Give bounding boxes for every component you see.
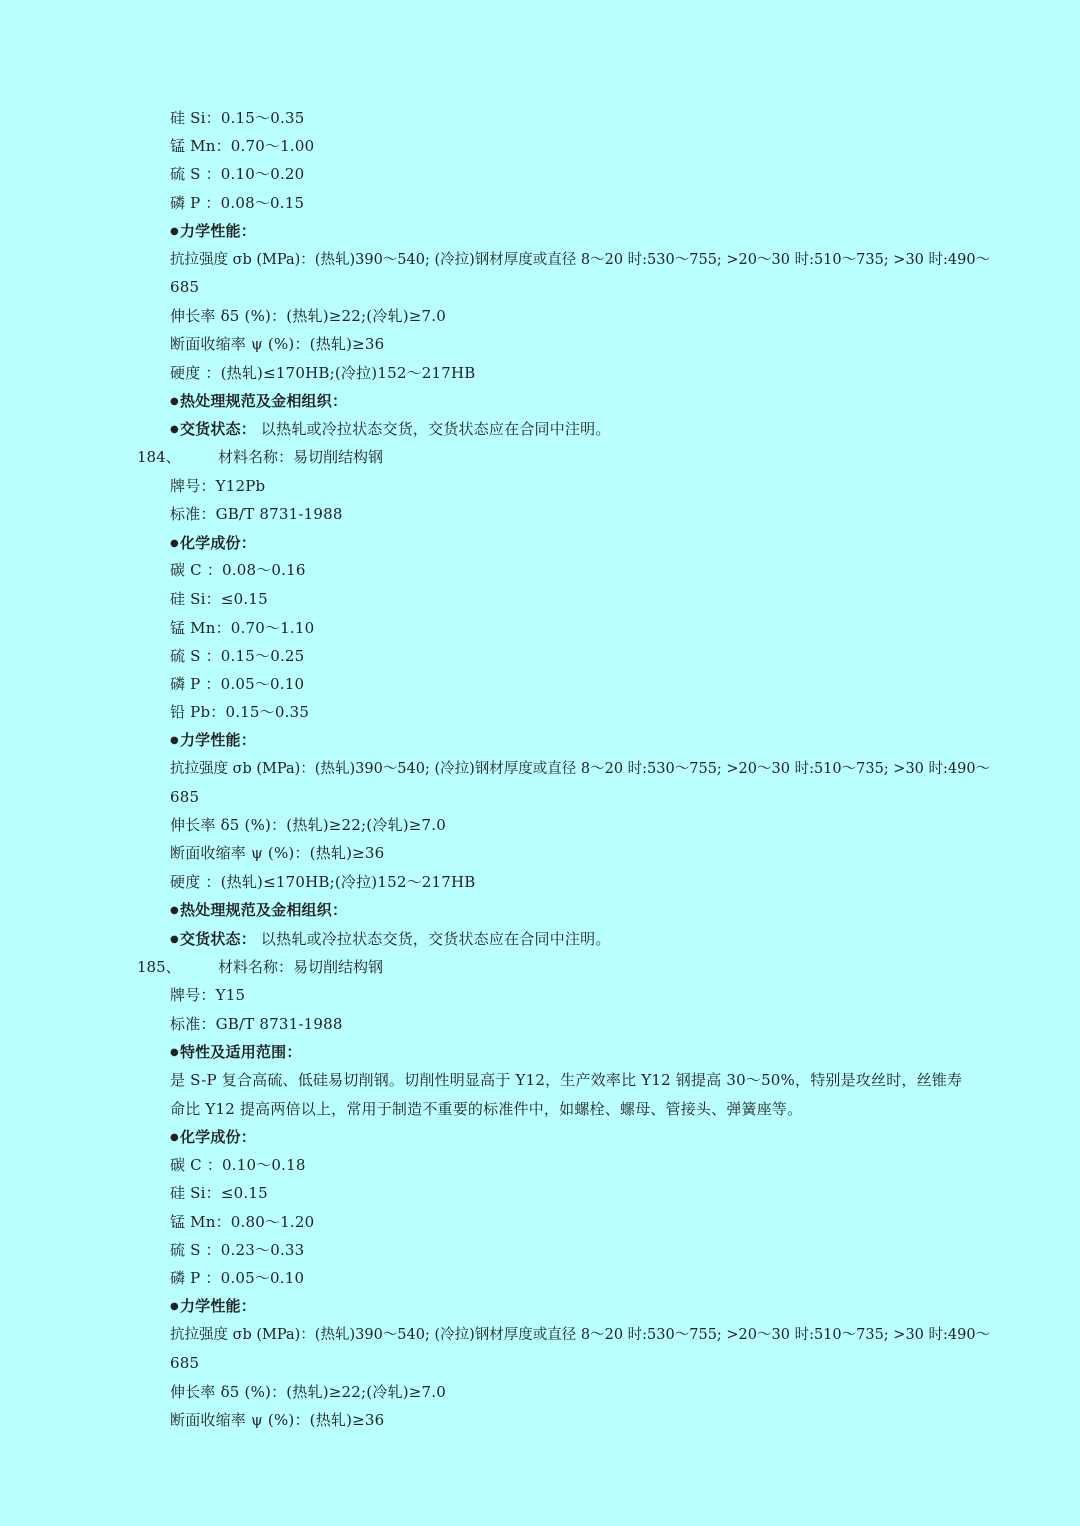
delivery-text: 以热轧或冷拉状态交货，交货状态应在合同中注明。 xyxy=(260,930,611,948)
tensile-line: 抗拉强度 σb (MPa)：(热轧)390～540; (冷拉)钢材厚度或直径 8～20 时:530～755; >20～30 时:510～735; >30 时:490～ xyxy=(170,1327,991,1343)
p-line: 磷 P ：0.05～0.10 xyxy=(170,1269,305,1287)
reduction-line: 断面收缩率 ψ (%)：(热轧)≥36 xyxy=(170,844,385,862)
standard-line: 标准：GB/T 8731-1988 xyxy=(170,1015,343,1033)
entry-number: 185、 xyxy=(137,958,181,976)
heat-heading: ● 热处理规范及金相组织： xyxy=(170,387,347,415)
mn-line: 锰 Mn：0.70～1.00 xyxy=(170,137,315,155)
tensile-cont-line: 685 xyxy=(170,278,200,296)
props-heading: ● 特性及适用范围： xyxy=(170,1038,302,1066)
props-paragraph-line2: 命比 Y12 提高两倍以上，常用于制造不重要的标准件中，如螺栓、螺母、管接头、弹簧座等。 xyxy=(170,1100,803,1118)
mech-heading: ● 力学性能： xyxy=(170,217,256,245)
grade-line: 牌号：Y12Pb xyxy=(170,477,266,495)
elong-line: 伸长率 δ5 (%)：(热轧)≥22;(冷轧)≥7.0 xyxy=(170,1383,447,1401)
elong-line: 伸长率 δ5 (%)：(热轧)≥22;(冷轧)≥7.0 xyxy=(170,816,447,834)
elong-line: 伸长率 δ5 (%)：(热轧)≥22;(冷轧)≥7.0 xyxy=(170,307,447,325)
tensile-line: 抗拉强度 σb (MPa)：(热轧)390～540; (冷拉)钢材厚度或直径 8～20 时:530～755; >20～30 时:510～735; >30 时:490～ xyxy=(170,252,991,268)
s-line: 硫 S ：0.10～0.20 xyxy=(170,165,305,183)
si-line: 硅 Si：0.15～0.35 xyxy=(170,109,305,127)
hardness-line: 硬度 ：(热轧)≤170HB;(冷拉)152～217HB xyxy=(170,364,476,382)
delivery-line xyxy=(170,925,611,953)
hardness-line: 硬度 ：(热轧)≤170HB;(冷拉)152～217HB xyxy=(170,873,476,891)
props-paragraph-line1: 是 S-P 复合高硫、低硅易切削钢。切削性明显高于 Y12，生产效率比 Y12 钢提高 30～50%，特别是攻丝时，丝锥寿 xyxy=(170,1071,963,1089)
chem-heading: ● 化学成份： xyxy=(170,529,256,557)
c-line: 碳 C ：0.10～0.18 xyxy=(170,1156,306,1174)
reduction-line: 断面收缩率 ψ (%)：(热轧)≥36 xyxy=(170,335,385,353)
c-line: 碳 C ：0.08～0.16 xyxy=(170,561,306,579)
grade-line: 牌号：Y15 xyxy=(170,986,246,1004)
delivery-heading: ● 交货状态： xyxy=(170,930,256,948)
material-name: 材料名称：易切削结构钢 xyxy=(218,448,384,466)
s-line: 硫 S ：0.15～0.25 xyxy=(170,647,305,665)
entry-number: 184、 xyxy=(137,448,181,466)
tensile-cont-line: 685 xyxy=(170,788,200,806)
si-line: 硅 Si：≤0.15 xyxy=(170,1184,268,1202)
s-line: 硫 S ：0.23～0.33 xyxy=(170,1241,305,1259)
mn-line: 锰 Mn：0.70～1.10 xyxy=(170,619,315,637)
tensile-line: 抗拉强度 σb (MPa)：(热轧)390～540; (冷拉)钢材厚度或直径 8～20 时:530～755; >20～30 时:510～735; >30 时:490～ xyxy=(170,761,991,777)
si-line: 硅 Si：≤0.15 xyxy=(170,590,268,608)
tensile-cont-line: 685 xyxy=(170,1354,200,1372)
delivery-text: 以热轧或冷拉状态交货，交货状态应在合同中注明。 xyxy=(260,420,611,438)
p-line: 磷 P ：0.08～0.15 xyxy=(170,194,305,212)
mech-heading: ● 力学性能： xyxy=(170,1292,256,1320)
mn-line: 锰 Mn：0.80～1.20 xyxy=(170,1213,315,1231)
delivery-line xyxy=(170,415,611,443)
pb-line: 铅 Pb：0.15～0.35 xyxy=(170,703,310,721)
reduction-line: 断面收缩率 ψ (%)：(热轧)≥36 xyxy=(170,1411,385,1429)
mech-heading: ● 力学性能： xyxy=(170,726,256,754)
delivery-heading: ● 交货状态： xyxy=(170,420,256,438)
standard-line: 标准：GB/T 8731-1988 xyxy=(170,505,343,523)
material-name: 材料名称：易切削结构钢 xyxy=(218,958,384,976)
chem-heading: ● 化学成份： xyxy=(170,1123,256,1151)
heat-heading: ● 热处理规范及金相组织： xyxy=(170,896,347,924)
p-line: 磷 P ：0.05～0.10 xyxy=(170,675,305,693)
